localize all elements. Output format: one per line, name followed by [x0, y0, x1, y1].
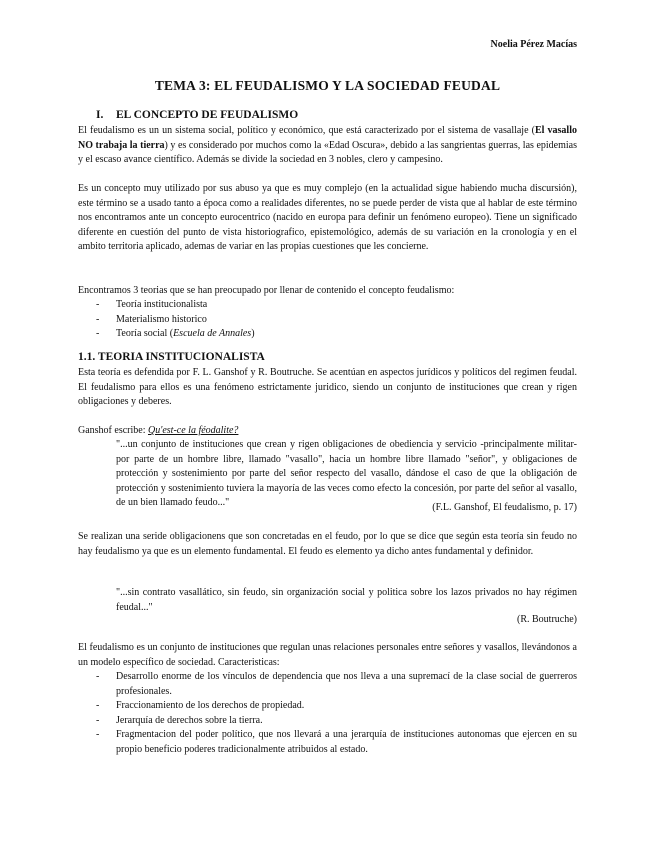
list-item: - Fragmentacion del poder político, que nos llevará a una jerarquía de instituciones autonomas que ejercen en su propio beneficio poderes tradicionalmente atribuidos al estado.	[78, 728, 577, 757]
paragraph-concept-usage: Es un concepto muy utilizado por sus abuso ya que es muy complejo (en la actualidad sigue habiendo mucha discursión), este término se a usado tanto a época como a realidades diferentes, no se puede perder de vista que al hablar de este término nos encontramos ante un concepto eurocentrico (nacido en europa para definir un fenómeno europeo). Tiene un significado diferente en cuestión del punto de vista historiografico, epistemológico, además de su variación en la cronología y en el ambito territoria aplicado, ademas de variar en las propias cuestiones que les concierne.	[78, 183, 577, 253]
boutruche-quote: "...sin contrato vasallático, sin feudo, sin organización social y politica sobre los lazos privados no hay régimen feudal..."	[116, 587, 577, 613]
list-item: - Fraccionamiento de los derechos de propiedad.	[78, 699, 577, 714]
paragraph-definition	[78, 124, 577, 168]
italic-phrase: Escuela de Annales	[173, 328, 252, 340]
paragraph-obligations: Se realizan una seride obligacionens que son concretadas en el feudo, por lo que se dice que según esta teoría sin feudo no hay feudalismo ya que es un elemento fundamental. El feudo es elemento ya dicho antes fundamental y definidor.	[78, 531, 577, 557]
section-number: I.	[96, 109, 104, 121]
list-item: - Teoría institucionalista	[78, 298, 577, 313]
section-heading-text: EL CONCEPTO DE FEUDALISMO	[116, 109, 299, 121]
paragraph-characteristics-intro: El feudalismo es un conjunto de instituciones que regulan unas relaciones personales entre señores y vasallos, llevándonos a un modelo específico de sociedad. Caracteristicas:	[78, 642, 577, 668]
characteristics-list	[78, 670, 577, 758]
paragraph-theories-intro: Encontramos 3 teorias que se han preocupado por llenar de contenido el concepto feudalismo:	[78, 285, 455, 296]
author-name: Noelia Pérez Macías	[490, 39, 577, 50]
subsection-heading: 1.1. TEORIA INSTITUCIONALISTA	[78, 351, 265, 363]
paragraph-text: ) y es considerado por muchos como la «Edad Oscura», debido a las sangrientas guerras, las epidemias y el escaso avance científico. Además se divide la sociedad en 3 nobles, clero y campesino.	[78, 139, 577, 166]
ganshof-citation: (F.L. Ganshof, El feudalismo, p. 17)	[432, 502, 577, 513]
bold-phrase: El vasallo NO trabaja la tierra	[78, 125, 577, 151]
list-item: - Desarrollo enorme de los vínculos de dependencia que nos lleva a una supremací de la clase social de guerreros profesionales.	[78, 670, 577, 699]
book-title: Qu'est-ce la féodalite?	[147, 425, 239, 436]
list-item	[78, 327, 577, 342]
section-heading-concept	[96, 109, 298, 121]
list-item-text: Teoría social (	[116, 328, 174, 340]
theories-list	[78, 298, 577, 342]
ganshof-quote: "...un conjunto de instituciones que crean y rigen obligaciones de obediencia y servicio -principalmente militar- por parte de un hombre libre, llamado "vasallo", hacia un hombre libre llamado "señor", y obligaciones de protección y sostenimiento por parte del señor respecto del vasallo, dándose el caso de que la obligación de protección y sostenimiento tuviera la mayoría de las veces como efecto la concesión, por parte del señor al vasallo, de un bien llamado feudo..."	[116, 439, 577, 509]
document-title: TEMA 3: EL FEUDALISMO Y LA SOCIEDAD FEUDAL	[154, 78, 501, 93]
paragraph-institutional-theory: Esta teoría es defendida por F. L. Ganshof y R. Boutruche. Se acentúan en aspectos jurídicos y políticos del regimen feudal. El feudalismo para ellos es una fenómeno estrictamente juridico, siendo un conjunto de instituciones que crean y rigen obligaciones y deberes.	[78, 367, 577, 408]
boutruche-citation: (R. Boutruche)	[517, 614, 577, 625]
intro-text: Ganshof escribe:	[78, 425, 148, 436]
ganshof-intro	[78, 424, 577, 439]
list-item-text: )	[251, 328, 255, 340]
list-item: - Jerarquía de derechos sobre la tierra.	[78, 714, 577, 729]
paragraph-text: El feudalismo es un un sistema social, político y económico, que está caracterizado por el sistema de vasallaje (	[78, 125, 535, 136]
list-item: - Materialismo historico	[78, 313, 577, 328]
